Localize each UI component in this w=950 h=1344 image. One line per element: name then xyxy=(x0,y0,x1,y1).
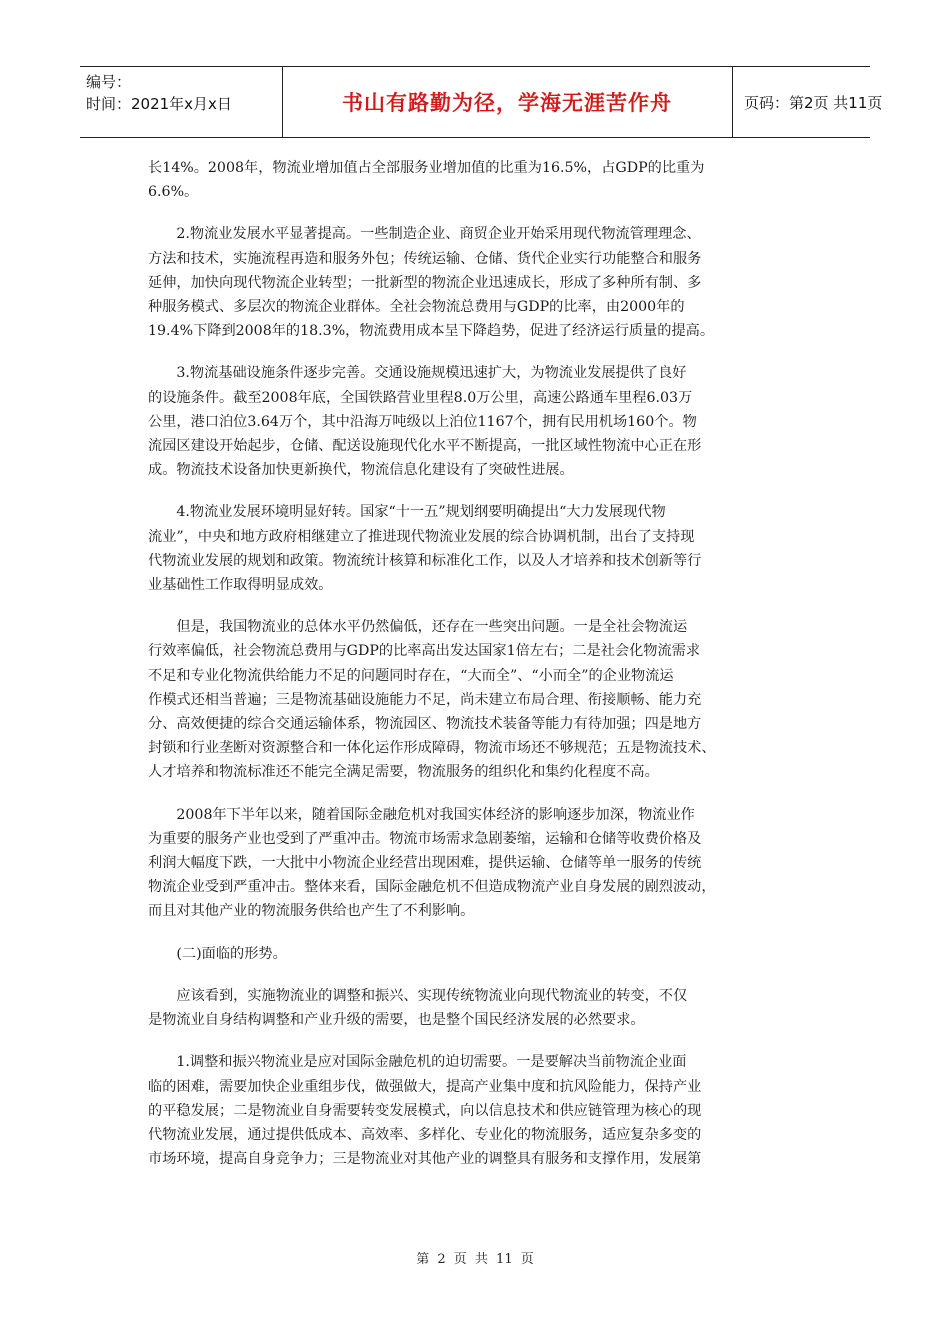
document-number-label: 编号： xyxy=(86,73,132,91)
paragraph-line: 封锁和行业垄断对资源整合和一体化运作形成障碍，物流市场还不够规范；五是物流技术、 xyxy=(148,740,716,757)
paragraph-line: 方法和技术，实施流程再造和服务外包；传统运输、仓储、货代企业实行功能整合和服务 xyxy=(148,250,702,267)
paragraph xyxy=(148,615,822,784)
paragraph-line: 的平稳发展；二是物流业自身需要转变发展模式，向以信息技术和供应链管理为核心的现 xyxy=(148,1102,702,1119)
paragraph xyxy=(148,984,822,1032)
paragraph-line: 3.物流基础设施条件逐步完善。交通设施规模迅速扩大，为物流业发展提供了良好 xyxy=(148,365,687,382)
paragraph-line: 物流企业受到严重冲击。整体来看，国际金融危机不但造成物流产业自身发展的剧烈波动， xyxy=(148,879,716,896)
paragraph-line: 19.4%下降到2008年的18.3%，物流费用成本呈下降趋势，促进了经济运行质量的提高。 xyxy=(148,323,715,340)
paragraph-line: 人才培养和物流标准还不能完全满足需要，物流服务的组织化和集约化程度不高。 xyxy=(148,764,659,781)
paragraph-line: 市场环境，提高自身竞争力；三是物流业对其他产业的调整具有服务和支撑作用，发展第 xyxy=(148,1151,702,1168)
paragraph-line: 公里，港口泊位3.64万个，其中沿海万吨级以上泊位1167个，拥有民用机场160个。物 xyxy=(148,413,697,430)
paragraph-line: 4.物流业发展环境明显好转。国家“十一五”规划纲要明确提出“大力发展现代物 xyxy=(148,504,666,521)
document-date-label: 时间：2021年x月x日 xyxy=(86,95,232,113)
paragraph-line: 行效率偏低，社会物流总费用与GDP的比率高出发达国家1倍左右；二是社会化物流需求 xyxy=(148,643,701,660)
paragraph xyxy=(148,156,822,204)
paragraph xyxy=(148,222,822,343)
paragraph-line: 而且对其他产业的物流服务供给也产生了不利影响。 xyxy=(148,903,475,920)
paragraph xyxy=(148,1050,822,1171)
paragraph xyxy=(148,803,822,924)
header-page-cell xyxy=(732,67,883,137)
paragraph xyxy=(148,361,822,482)
paragraph-line: 不足和专业化物流供给能力不足的问题同时存在，“大而全”、“小而全”的企业物流运 xyxy=(148,667,674,684)
document-body xyxy=(148,156,822,1189)
paragraph-line: 长14%。2008年，物流业增加值占全部服务业增加值的比重为16.5%，占GDP的比重为 xyxy=(148,160,705,176)
paragraph-line: 代物流业发展，通过提供低成本、高效率、多样化、专业化的物流服务，适应复杂多变的 xyxy=(148,1126,702,1143)
paragraph-line: 流园区建设开始起步，仓储、配送设施现代化水平不断提高，一批区域性物流中心正在形 xyxy=(148,438,702,455)
paragraph-line: 为重要的服务产业也受到了严重冲击。物流市场需求急剧萎缩，运输和仓储等收费价格及 xyxy=(148,830,702,847)
paragraph-line: 利润大幅度下跌，一大批中小物流企业经营出现困难，提供运输、仓储等单一服务的传统 xyxy=(148,855,702,872)
paragraph-line: (二)面临的形势。 xyxy=(148,945,287,962)
header-page-info: 页码：第2页 共11页 xyxy=(744,93,883,112)
paragraph-line: 种服务模式、多层次的物流企业群体。全社会物流总费用与GDP的比率，由2000年的 xyxy=(148,299,685,316)
paragraph-line: 6.6%。 xyxy=(148,184,199,201)
paragraph-line: 作模式还相当普遍；三是物流基础设施能力不足，尚未建立布局合理、衔接顺畅、能力充 xyxy=(148,691,702,708)
paragraph-line: 代物流业发展的规划和政策。物流统计核算和标准化工作，以及人才培养和技术创新等行 xyxy=(148,552,702,569)
paragraph-line: 2008年下半年以来，随着国际金融危机对我国实体经济的影响逐步加深，物流业作 xyxy=(148,806,695,823)
paragraph-line: 2.物流业发展水平显著提高。一些制造企业、商贸企业开始采用现代物流管理理念、 xyxy=(148,226,701,243)
paragraph-line: 但是，我国物流业的总体水平仍然偏低，还存在一些突出问题。一是全社会物流运 xyxy=(148,619,688,636)
paragraph-line: 成。物流技术设备加快更新换代，物流信息化建设有了突破性进展。 xyxy=(148,462,574,479)
paragraph-line: 业基础性工作取得明显成效。 xyxy=(148,577,333,594)
paragraph-line: 临的困难，需要加快企业重组步伐，做强做大，提高产业集中度和抗风险能力，保持产业 xyxy=(148,1078,702,1095)
paragraph-line: 应该看到，实施物流业的调整和振兴、实现传统物流业向现代物流业的转变，不仅 xyxy=(148,987,688,1004)
page-footer: 第 2 页 共 11 页 xyxy=(416,1252,534,1267)
page-header xyxy=(80,66,883,138)
header-motto: 书山有路勤为径，学海无涯苦作舟 xyxy=(342,91,672,115)
paragraph-line: 的设施条件。截至2008年底，全国铁路营业里程8.0万公里，高速公路通车里程6.03万 xyxy=(148,389,693,406)
header-meta-cell xyxy=(80,67,283,137)
header-motto-cell xyxy=(282,67,733,137)
paragraph-line: 延伸，加快向现代物流企业转型；一批新型的物流企业迅速成长，形成了多种所有制、多 xyxy=(148,274,702,291)
paragraph xyxy=(148,942,822,966)
paragraph-line: 1.调整和振兴物流业是应对国际金融危机的迫切需要。一是要解决当前物流企业面 xyxy=(148,1054,687,1071)
paragraph-line: 流业”，中央和地方政府相继建立了推进现代物流业发展的综合协调机制，出台了支持现 xyxy=(148,528,695,545)
paragraph xyxy=(148,500,822,597)
paragraph-line: 是物流业自身结构调整和产业升级的需要，也是整个国民经济发展的必然要求。 xyxy=(148,1012,645,1029)
paragraph-line: 分、高效便捷的综合交通运输体系，物流园区、物流技术装备等能力有待加强；四是地方 xyxy=(148,716,702,733)
